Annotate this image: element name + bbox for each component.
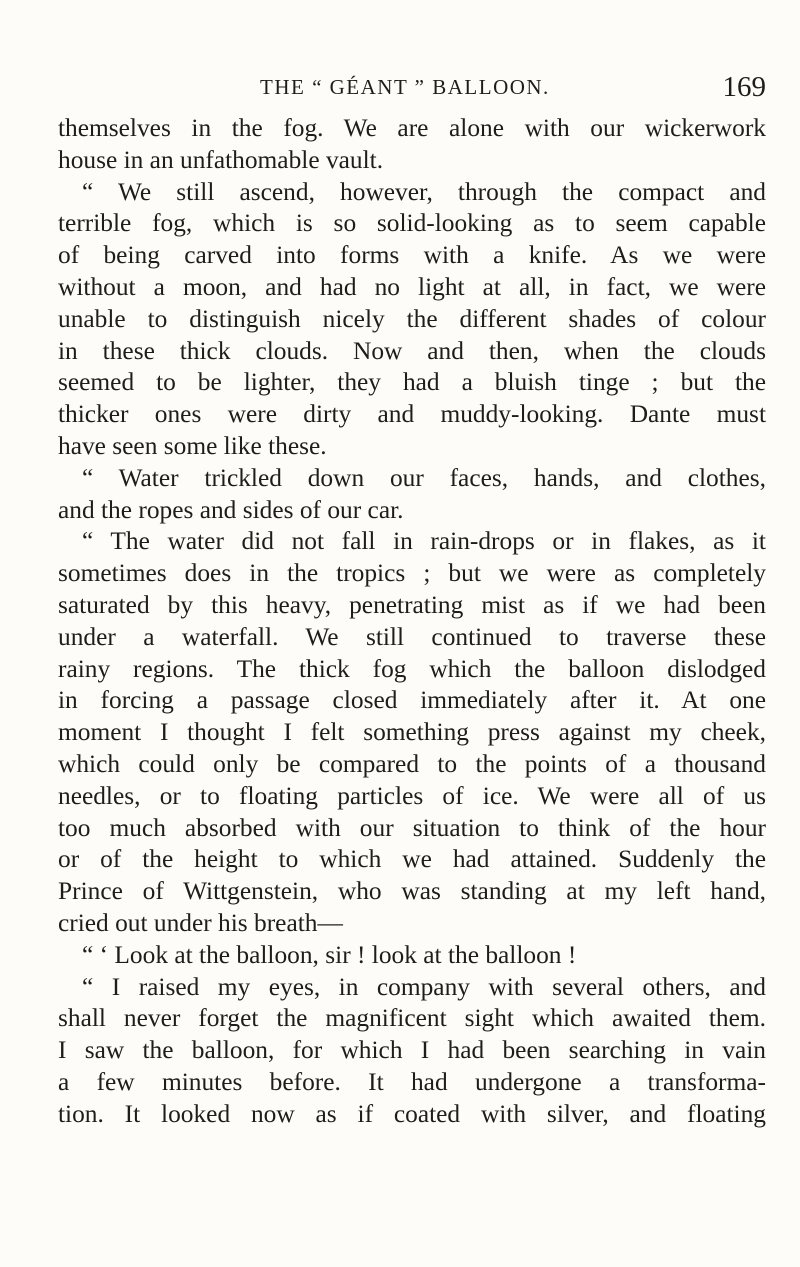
text-line: house in an unfathomable vault. [58, 145, 384, 174]
text-line: or of the height to which we had attained. Suddenly the [58, 845, 766, 874]
text-line: needles, or to floating particles of ice. We were all of us [58, 781, 766, 810]
text-line: Prince of Wittgenstein, who was standing at my left hand, [58, 877, 766, 906]
running-head [58, 71, 766, 109]
body-text [58, 113, 766, 1131]
text-line: terrible fog, which is so solid-looking as to seem capable [58, 209, 766, 238]
text-line: which could only be compared to the points of a thousand [58, 749, 766, 778]
text-line: without a moon, and had no light at all, in fact, we were [58, 272, 766, 301]
text-line: “ We still ascend, however, through the compact and [82, 177, 766, 206]
text-line: too much absorbed with our situation to think of the hour [58, 813, 766, 842]
text-line: of being carved into forms with a knife. As we were [58, 241, 766, 270]
text-line: have seen some like these. [58, 431, 327, 460]
text-line: “ Water trickled down our faces, hands, and clothes, [82, 463, 766, 492]
text-line: “ The water did not fall in rain-drops or in flakes, as it [82, 527, 766, 556]
text-line: “ ‘ Look at the balloon, sir ! look at the balloon ! [82, 940, 577, 969]
text-line: saturated by this heavy, penetrating mist as if we had been [58, 590, 766, 619]
text-line: and the ropes and sides of our car. [58, 495, 404, 524]
text-line: tion. It looked now as if coated with silver, and floating [58, 1099, 766, 1128]
text-line: themselves in the fog. We are alone with our wickerwork [58, 114, 766, 142]
text-line: seemed to be lighter, they had a bluish tinge ; but the [58, 368, 766, 397]
text-line: cried out under his breath— [58, 908, 343, 937]
text-line: shall never forget the magnificent sight which awaited them. [58, 1004, 766, 1033]
page-number: 169 [722, 71, 766, 103]
text-line: sometimes does in the tropics ; but we were as completely [58, 559, 766, 588]
text-line: I saw the balloon, for which I had been searching in vain [58, 1036, 766, 1065]
text-line: thicker ones were dirty and muddy-looking. Dante must [58, 400, 766, 429]
text-line: rainy regions. The thick fog which the balloon dislodged [58, 654, 766, 683]
text-line: under a waterfall. We still continued to traverse these [58, 622, 766, 651]
running-title: THE “ GÉANT ” BALLOON. [260, 75, 550, 99]
text-line: moment I thought I felt something press against my cheek, [58, 718, 766, 747]
text-line: in forcing a passage closed immediately after it. At one [58, 686, 766, 715]
text-line: “ I raised my eyes, in company with several others, and [82, 972, 766, 1001]
text-line: in these thick clouds. Now and then, when the clouds [58, 336, 766, 365]
text-line: unable to distinguish nicely the different shades of colour [58, 304, 766, 333]
text-line: a few minutes before. It had undergone a transforma- [58, 1067, 766, 1096]
